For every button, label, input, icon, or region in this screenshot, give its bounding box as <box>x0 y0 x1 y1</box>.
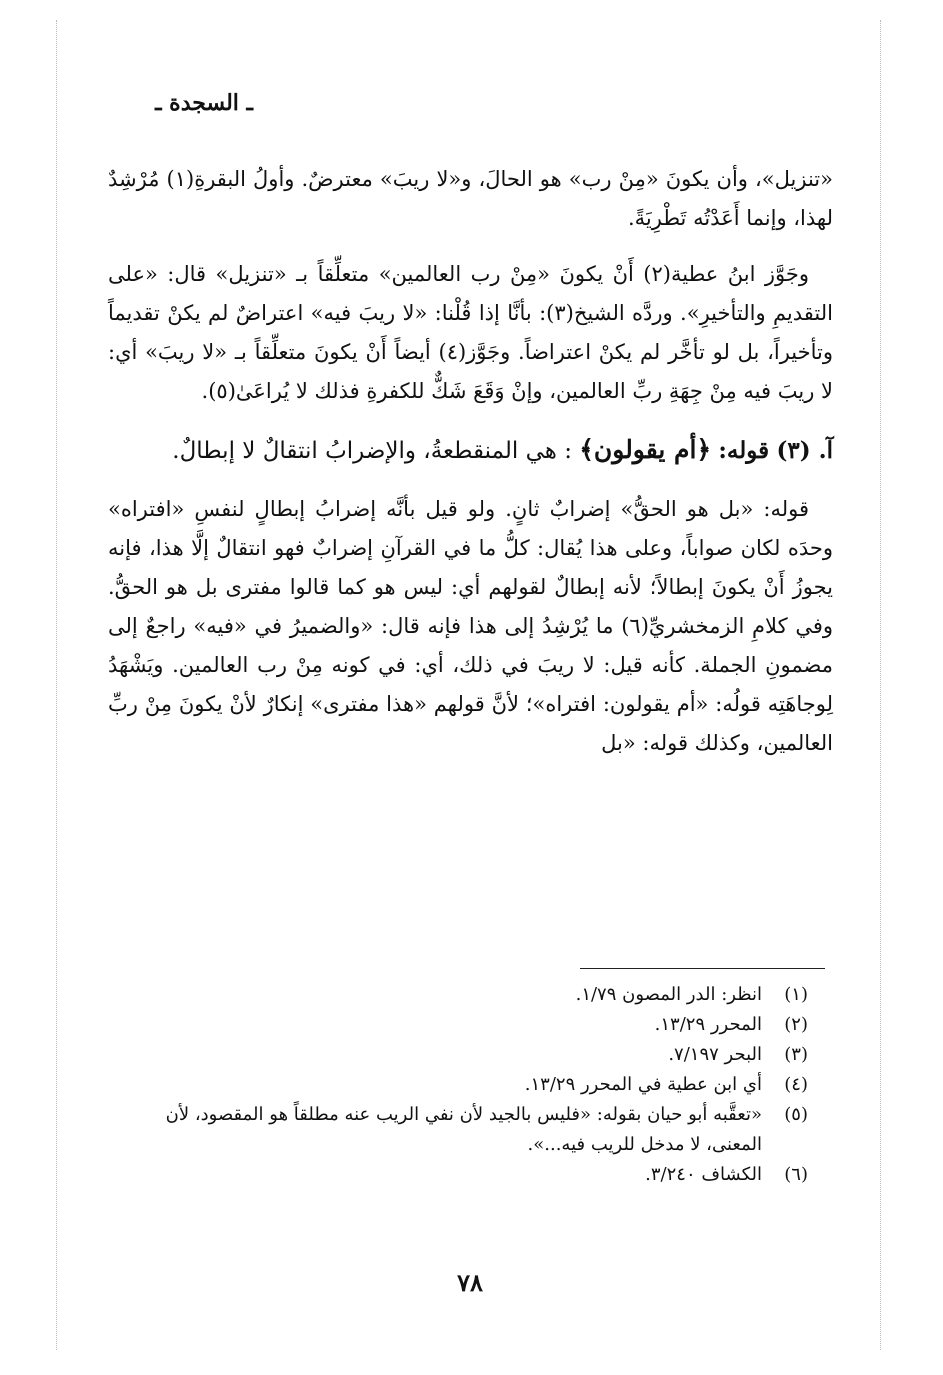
footnote-number: (١) <box>784 984 808 1005</box>
verse-section <box>108 428 833 473</box>
paragraph-1-text: «تنزيل»، وأن يكونَ «مِنْ رب» هو الحالَ، و«لا ريبَ» معترضٌ. وأولُ البقرةِ(١) مُرْشِدٌ لهذا، وإنما أَعَدْتُه تَطْرِيَةً. <box>108 167 833 230</box>
paragraph-2 <box>108 255 833 411</box>
paragraph-3-text: قوله: «بل هو الحقُّ» إضرابٌ ثانٍ. ولو قيل بأنَّه إضرابُ إبطالٍ لنفسِ «افتراه» وحدَه لكان صواباً، وعلى هذا يُقال: كلُّ ما في القرآنِ إضرابٌ فهو انتقالٌ إلَّا هذا، فإنه يجوزُ أَنْ يكونَ إبطالاً؛ لأنه إبطالٌ لقولهم أي: ليس هو كما قالوا مفترى بل هو الحقُّ. وفي كلامِ الزمخشريِّ(٦) ما يُرْشِدُ إلى هذا فإنه قال: «والضميرُ في «فيه» راجعٌ إلى مضمونِ الجملة. كأنه قيل: لا ريبَ في ذلك، أي: في كونه مِنْ رب العالمين. ويَشْهَدُ لِوجاهَتِه قولُه: «أم يقولون: افتراه»؛ لأنَّ قولهم «هذا مفترى» إنكارٌ لأنْ يكونَ مِنْ ربِّ العالمين، وكذلك قوله: «بل <box>108 497 833 755</box>
footnote <box>108 1010 808 1040</box>
footnote-number: (٦) <box>784 1164 808 1185</box>
footnote <box>108 1160 808 1190</box>
footnote-text: البحر ٧/١٩٧. <box>668 1044 762 1065</box>
paragraph-2-text: وجَوَّز ابنُ عطية(٢) أَنْ يكونَ «مِنْ رب العالمين» متعلِّقاً بـ «تنزيل» قال: «على التقديمِ والتأخيرِ». وردَّه الشيخ(٣): بأنَّا إذا قُلْنا: «لا ريبَ فيه» اعتراضٌ لم يكنْ تقديماً وتأخيراً، بل لو تأخَّر لم يكنْ اعتراضاً. وجَوَّز(٤) أيضاً أَنْ يكونَ متعلِّقاً بـ «لا ريبَ» أي: لا ريبَ فيه مِنْ جِهَةِ ربِّ العالمين، وإنْ وَقَعَ شَكٌّ للكفرةِ فذلك لا يُراعَىٰ(٥). <box>108 262 833 403</box>
footnote-text: انظر: الدر المصون ١/٧٩. <box>575 984 762 1005</box>
footnotes <box>108 980 808 1190</box>
footnote-separator <box>580 968 825 969</box>
verse-quote: ﴿أم يقولون﴾ <box>579 435 712 464</box>
verse-section-line <box>108 428 833 473</box>
verse-marker: آ. (٣) <box>776 437 833 464</box>
verse-intro: قوله: <box>718 437 770 464</box>
footnote-text: الكشاف ٣/٢٤٠. <box>645 1164 762 1185</box>
running-header: ـ السجدة ـ <box>155 90 253 116</box>
scan-edge-right <box>880 20 881 1350</box>
verse-commentary: : هي المنقطعةُ، والإضرابُ انتقالٌ لا إبطالٌ. <box>172 438 572 464</box>
footnote-number: (٤) <box>784 1074 808 1095</box>
paragraph-1 <box>108 160 833 238</box>
footnote <box>108 1070 808 1100</box>
footnote-number: (٥) <box>784 1104 808 1125</box>
footnote-text: أي ابن عطية في المحرر ١٣/٢٩. <box>524 1074 762 1095</box>
paragraph-3 <box>108 490 833 763</box>
footnote-number: (٣) <box>784 1044 808 1065</box>
footnote-number: (٢) <box>784 1014 808 1035</box>
footnote-text: المحرر ١٣/٢٩. <box>654 1014 762 1035</box>
footnote-text: «تعقَّبه أبو حيان بقوله: «فليس بالجيد لأن نفي الريب عنه مطلقاً هو المقصود، لأن المعنى، لا مدخل للريب فيه...». <box>165 1104 762 1155</box>
footnote <box>108 1040 808 1070</box>
scan-edge-left <box>56 20 57 1350</box>
main-text <box>108 160 833 780</box>
footnote <box>108 1100 808 1160</box>
footnote <box>108 980 808 1010</box>
page-number: ٧٨ <box>457 1268 483 1297</box>
